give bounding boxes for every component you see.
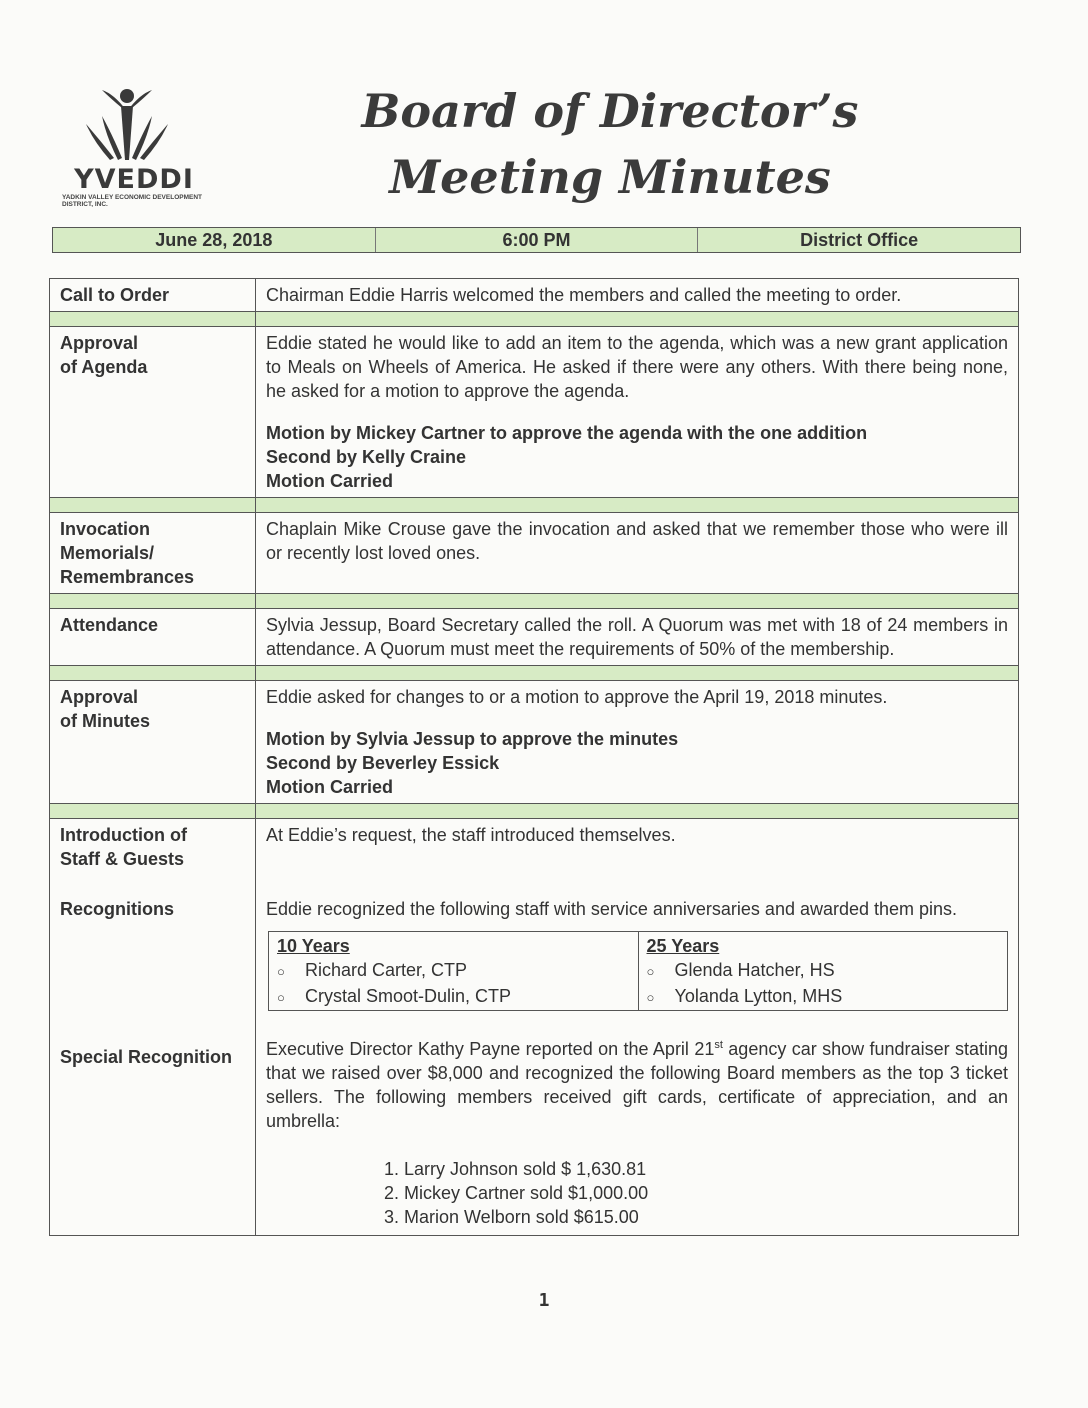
row-divider: [50, 498, 1019, 513]
special-text-part2: agency car show fundraiser stating that we raised over $8,000 and recognized the following Board members as the top 3 ticket sellers. The following members received gift cards, certificate of appreciation, and an umbrella:: [266, 1039, 1008, 1131]
invocation-text: Chaplain Mike Crouse gave the invocation and asked that we remember those who were ill or recently lost loved ones.: [256, 513, 1019, 594]
row-divider: [50, 312, 1019, 327]
service-anniversaries-table: [268, 931, 1008, 1011]
list-item: [277, 958, 630, 984]
minutes-motion-block: [266, 727, 1008, 799]
yveddi-emblem-icon: [80, 88, 180, 166]
ten-years-column: [269, 932, 639, 1011]
page-number: 1: [538, 1290, 550, 1311]
agenda-label: [50, 327, 256, 498]
invocation-label: [50, 513, 256, 594]
circle-bullet-icon: ○: [277, 990, 285, 1005]
circle-bullet-icon: ○: [646, 964, 655, 979]
minutes-table: [49, 278, 1019, 1236]
invocation-label-line1: Invocation: [60, 519, 151, 539]
row-divider: [50, 666, 1019, 681]
row-introduction: [50, 819, 1019, 1236]
row-approval-of-agenda: [50, 327, 1019, 498]
anniversary-name: Glenda Hatcher, HS: [674, 960, 835, 980]
minutes-label-line2: of Minutes: [60, 711, 150, 731]
call-to-order-label: Call to Order: [50, 279, 256, 312]
attendance-label: Attendance: [50, 609, 256, 666]
agenda-label-line1: Approval: [60, 333, 139, 353]
special-recognition-text: [266, 1037, 1008, 1133]
row-approval-of-minutes: [50, 681, 1019, 804]
minutes-motion: Motion by Sylvia Jessup to approve the minutes: [266, 729, 679, 749]
special-text-part1: Executive Director Kathy Payne reported on the April 21: [266, 1039, 715, 1059]
ordinal-suffix: st: [714, 1039, 723, 1051]
introduction-label-line1: Introduction of: [60, 825, 187, 845]
row-attendance: [50, 609, 1019, 666]
call-to-order-text: Chairman Eddie Harris welcomed the members and called the meeting to order.: [256, 279, 1019, 312]
circle-bullet-icon: ○: [277, 964, 285, 979]
title-line-2: Meeting Minutes: [389, 150, 831, 204]
agenda-text: Eddie stated he would like to add an item to the agenda, which was a new grant application to Meals on Wheels of America. He asked if there were any others. With there being none, he asked for a motion to approve the agenda.: [266, 333, 1008, 401]
introduction-text: At Eddie’s request, the staff introduced themselves.: [266, 825, 676, 845]
row-divider: [50, 594, 1019, 609]
invocation-label-line2: Memorials/: [60, 543, 155, 563]
meeting-date: June 28, 2018: [53, 228, 376, 252]
introduction-label-line2: Staff & Guests: [60, 849, 185, 869]
recognitions-label: Recognitions: [60, 899, 175, 919]
organization-logo: [52, 88, 222, 218]
row-divider: [50, 804, 1019, 819]
anniversary-name: Yolanda Lytton, MHS: [674, 986, 843, 1006]
anniversary-name: Crystal Smoot-Dulin, CTP: [305, 986, 512, 1006]
circle-bullet-icon: ○: [646, 990, 655, 1005]
list-item: 2. Mickey Cartner sold $1,000.00: [404, 1181, 1008, 1205]
minutes-result: Motion Carried: [266, 777, 394, 797]
meeting-info-bar: [52, 227, 1021, 253]
list-item: [647, 958, 1000, 984]
agenda-label-line2: of Agenda: [60, 357, 148, 377]
agenda-motion-block: [266, 421, 1008, 493]
agenda-result: Motion Carried: [266, 471, 394, 491]
anniversary-name: Richard Carter, CTP: [305, 960, 468, 980]
meeting-location: District Office: [800, 230, 919, 250]
document-title: [330, 78, 890, 210]
invocation-label-line3: Remembrances: [60, 567, 195, 587]
minutes-second: Second by Beverley Essick: [266, 753, 500, 773]
list-item: 1. Larry Johnson sold $ 1,630.81: [404, 1157, 1008, 1181]
logo-subtitle: YADKIN VALLEY ECONOMIC DEVELOPMENT DISTRICT, INC.: [62, 194, 203, 208]
minutes-label-line1: Approval: [60, 687, 139, 707]
recognitions-text: Eddie recognized the following staff with service anniversaries and awarded them pins.: [266, 899, 958, 919]
title-line-1: Board of Director’s: [361, 84, 859, 138]
ten-years-heading: 10 Years: [277, 936, 350, 956]
top-sellers-list: [266, 1157, 1008, 1229]
row-call-to-order: [50, 279, 1019, 312]
logo-name: YVEDDI: [74, 164, 194, 195]
agenda-motion: Motion by Mickey Cartner to approve the agenda with the one addition: [266, 423, 868, 443]
minutes-text: Eddie asked for changes to or a motion to approve the April 19, 2018 minutes.: [266, 687, 888, 707]
twenty-five-years-column: [638, 932, 1008, 1011]
introduction-content: [256, 819, 1019, 1236]
minutes-content: [256, 681, 1019, 804]
introduction-label-column: [50, 819, 256, 1236]
special-recognition-label: Special Recognition: [60, 1047, 233, 1067]
agenda-second: Second by Kelly Craine: [266, 447, 467, 467]
minutes-label: [50, 681, 256, 804]
list-item: 3. Marion Welborn sold $615.00: [404, 1205, 1008, 1229]
row-invocation: [50, 513, 1019, 594]
list-item: [277, 984, 630, 1010]
meeting-time: 6:00 PM: [376, 228, 699, 252]
twenty-five-years-heading: 25 Years: [646, 936, 720, 956]
agenda-content: [256, 327, 1019, 498]
list-item: [647, 984, 1000, 1010]
attendance-text: Sylvia Jessup, Board Secretary called the roll. A Quorum was met with 18 of 24 members in attendance. A Quorum must meet the requirements of 50% of the membership.: [256, 609, 1019, 666]
